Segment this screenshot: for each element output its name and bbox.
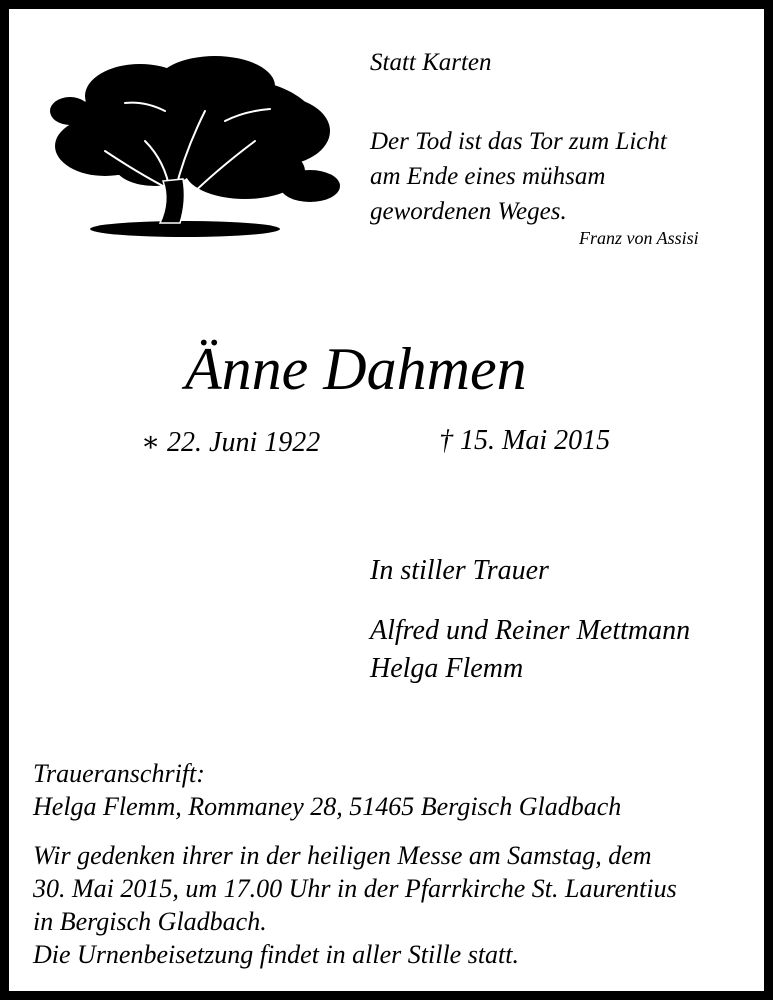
quote-author: Franz von Assisi xyxy=(579,228,699,248)
quote-line: Der Tod ist das Tor zum Licht xyxy=(370,128,667,155)
mourner-name: Helga Flemm xyxy=(370,653,524,684)
mourners-names xyxy=(370,612,690,688)
notice-line: Die Urnenbeisetzung findet in aller Stille statt. xyxy=(33,940,520,969)
mourners-intro: In stiller Trauer xyxy=(370,555,549,586)
deceased-name: Änne Dahmen xyxy=(185,336,527,402)
quote-line: gewordenen Weges. xyxy=(370,198,567,225)
address-label: Traueranschrift: xyxy=(33,759,205,788)
quote-line: am Ende eines mühsam xyxy=(370,163,606,190)
tree-icon xyxy=(45,51,341,241)
birth-date: 22. Juni 1922 xyxy=(167,427,321,458)
address-line: Helga Flemm, Rommaney 28, 51465 Bergisch Gladbach xyxy=(33,792,622,821)
notice-block xyxy=(33,839,677,971)
mourner-name: Alfred und Reiner Mettmann xyxy=(370,615,691,646)
address-block xyxy=(33,757,621,823)
notice-line: Wir gedenken ihrer in der heiligen Messe am Samstag, dem xyxy=(33,841,652,870)
birth-line xyxy=(141,425,320,459)
death-symbol: † xyxy=(439,425,453,456)
death-date: 15. Mai 2015 xyxy=(460,425,611,456)
birth-symbol: ∗ xyxy=(141,427,161,458)
death-line xyxy=(439,425,610,457)
notice-line: in Bergisch Gladbach. xyxy=(33,907,267,936)
quote-block xyxy=(370,124,667,229)
statt-karten-label: Statt Karten xyxy=(370,49,492,76)
notice-line: 30. Mai 2015, um 17.00 Uhr in der Pfarrkirche St. Laurentius xyxy=(33,874,677,903)
